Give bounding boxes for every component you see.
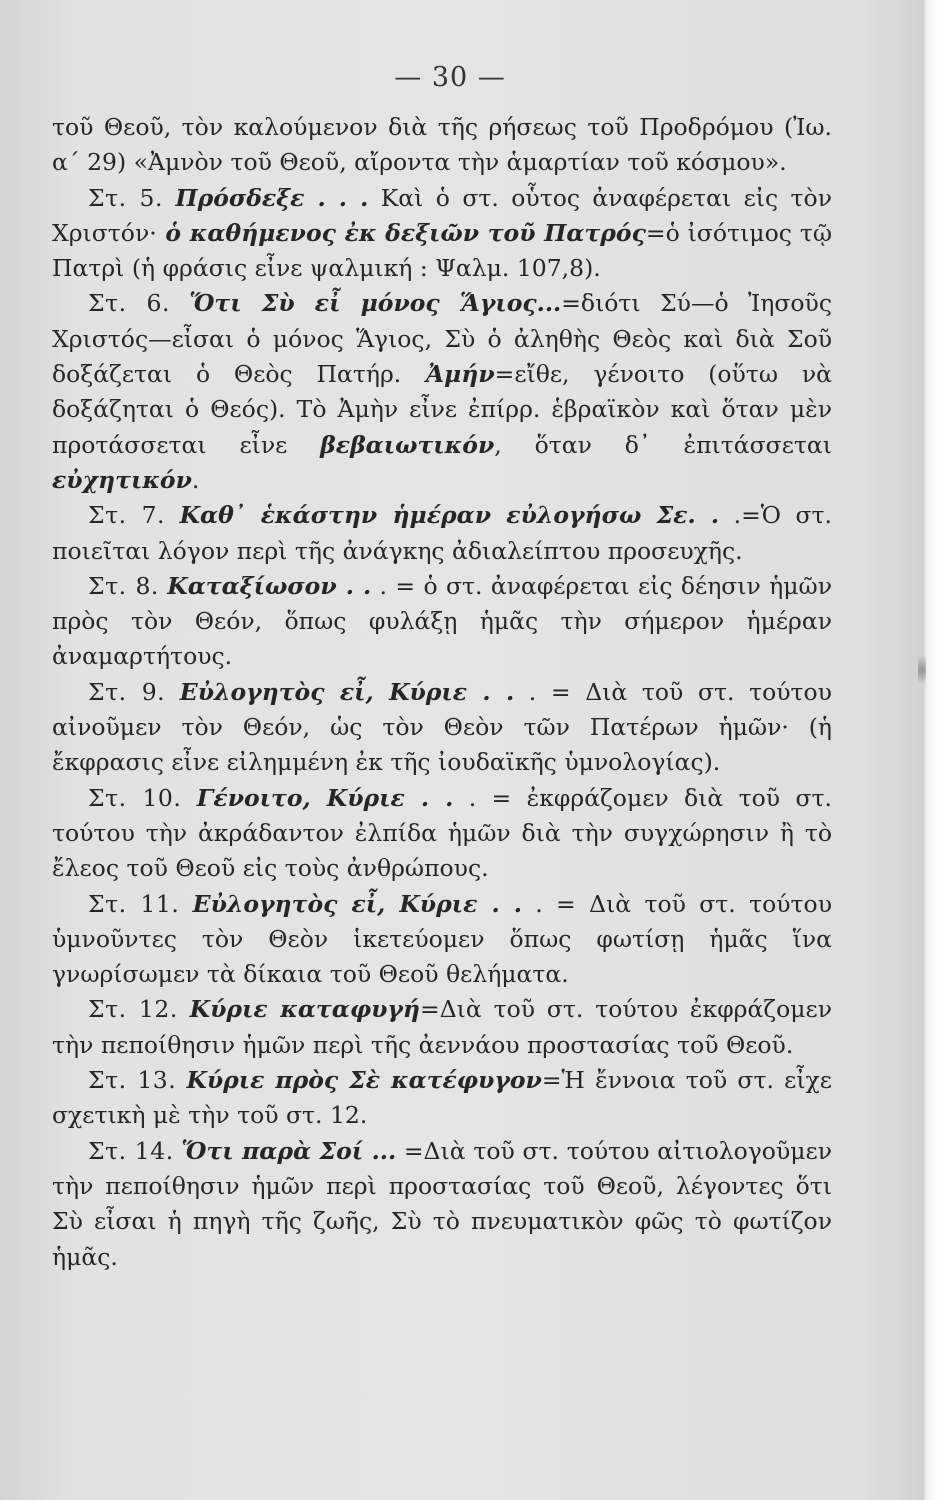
verse-heading: Εὐλογητὸς εἶ, Κύριε . . [179,677,515,706]
page-edge [922,0,938,1500]
verse-phrase: εὐχητικόν [52,465,192,494]
verse-heading: Ὅτι Σὺ εἶ μόνος Ἅγιος... [189,289,562,318]
verse-comment: , ὅταν δ᾿ ἐπιτάσσεται [494,430,832,459]
verse-comment: =εἴθε, γένοιτο (οὕτω νὰ δοξάζηται ὁ Θεός). Τὸ Ἀμὴν εἶνε ἐπίρρ. ἑβραϊκὸν καὶ ὅταν μὲν προτάσσεται εἶνε [52,360,832,459]
verse-comment: =Ἡ ἔννοια τοῦ στ. εἶχε σχετικὴ μὲ τὴν τοῦ στ. 12. [52,1066,832,1130]
verse-label: Στ. 9. [88,677,166,706]
verse-heading: Καθ᾿ ἑκάστην ἡμέραν εὐλογήσω Σε. . [179,501,720,530]
verse-label: Στ. 11. [88,889,180,918]
verse-comment: . = Διὰ τοῦ στ. τούτου ὑμνοῦντες τὸν Θεὸν ἱκετεύομεν ὅπως φωτίσῃ ἡμᾶς ἵνα γνωρίσωμεν τὰ δίκαια τοῦ Θεοῦ θελήματα. [52,889,832,989]
verse-comment: .=Ὁ στ. ποιεῖται λόγον περὶ τῆς ἀνάγκης ἀδιαλείπτου προσευχῆς. [52,501,832,565]
verse-phrase: βεβαιωτικόν [320,430,495,459]
page-number: — 30 — [394,62,506,93]
verse-phrase: ὁ καθήμενος ἐκ δεξιῶν τοῦ Πατρός [156,218,646,247]
verse-comment: . = ἐκφράζομεν διὰ τοῦ στ. τούτου τὴν ἀκράδαντον ἐλπίδα ἡμῶν διὰ τὴν συγχώρησιν ἢ τὸ ἔλεος τοῦ Θεοῦ εἰς τοὺς ἀνθρώπους. [52,783,832,883]
verse-comment: Καὶ ὁ στ. οὗτος ἀναφέρεται εἰς τὸν Χριστόν· [52,183,832,247]
verse-9-paragraph [52,675,832,781]
verse-heading: Κύριε πρὸς Σὲ κατέφυγον [186,1066,542,1095]
verse-13-paragraph [52,1063,832,1134]
verse-phrase: Ἀμήν [401,360,495,389]
verse-label: Στ. 10. [88,783,182,812]
verse-comment: =ὁ ἰσότιμος τῷ Πατρὶ (ἡ φράσις εἶνε ψαλμική : Ψαλμ. 107,8). [52,218,832,283]
verse-5-paragraph [52,181,832,287]
intro-paragraph [52,110,832,181]
verse-comment: . = Διὰ τοῦ στ. τούτου αἰνοῦμεν τὸν Θεόν, ὡς τὸν Θεὸν τῶν Πατέρων ἡμῶν· (ἡ ἔκφρασις εἶνε εἰλημμένη ἐκ τῆς ἰουδαϊκῆς ὑμνολογίας). [52,677,832,777]
verse-14-paragraph [52,1134,832,1275]
verse-label: Στ. 6. [88,289,170,318]
verse-8-paragraph [52,569,832,675]
verse-label: Στ. 7. [88,501,166,530]
verse-label: Στ. 13. [88,1066,177,1095]
verse-label: Στ. 5. [88,183,163,212]
verse-7-paragraph [52,498,832,569]
verse-heading: Εὐλογητὸς εἶ, Κύριε . . [192,889,522,918]
verse-comment: =Διὰ τοῦ στ. τούτου ἐκφράζομεν τὴν πεποίθησιν ἡμῶν περὶ τῆς ἀεννάου προστασίας τοῦ Θεοῦ. [52,995,832,1059]
verse-heading: Ὅτι παρὰ Σοί ... [181,1136,397,1165]
verse-heading: Πρόσδεξε . . . [175,183,369,212]
commentary-text [52,110,832,1275]
intro-text: τοῦ Θεοῦ, τὸν καλούμενον διὰ τῆς ρήσεως τοῦ Προδρόμου (Ἰω. α΄ 29) «Ἀμνὸν τοῦ Θεοῦ, αἴροντα τὴν ἁμαρτίαν τοῦ κόσμου». [52,113,832,177]
verse-6-paragraph [52,286,832,498]
verse-12-paragraph [52,992,832,1063]
verse-heading: Γένοιτο, Κύριε . . [196,783,454,812]
verse-comment: =Διὰ τοῦ στ. τούτου αἰτιολογοῦμεν τὴν πεποίθησιν ἡμῶν περὶ προστασίας τοῦ Θεοῦ, λέγοντες ὅτι Σὺ εἶσαι ἡ πηγὴ τῆς ζωῆς, Σὺ τὸ πνευματικὸν φῶς τὸ φωτίζον ἡμᾶς. [52,1136,832,1271]
verse-label: Στ. 12. [88,995,178,1024]
verse-comment: . = ὁ στ. ἀναφέρεται εἰς δέησιν ἡμῶν πρὸς τὸν Θεόν, ὅπως φυλάξῃ ἡμᾶς τὴν σήμερον ἡμέραν ἀναμαρτήτους. [52,571,832,671]
verse-label: Στ. 14. [88,1136,174,1165]
verse-comment: =διότι Σύ—ὁ Ἰησοῦς Χριστός—εἶσαι ὁ μόνος Ἅγιος, Σὺ ὁ ἀληθὴς Θεὸς καὶ διὰ Σοῦ δοξάζεται ὁ Θεὸς Πατήρ. [52,289,832,389]
verse-heading: Καταξίωσον . . [167,571,372,600]
verse-10-paragraph [52,781,832,887]
verse-label: Στ. 8. [88,571,159,600]
verse-comment: . [191,465,200,494]
verse-11-paragraph [52,887,832,993]
verse-heading: Κύριε καταφυγή [189,995,420,1024]
paper-smudge [918,650,926,690]
